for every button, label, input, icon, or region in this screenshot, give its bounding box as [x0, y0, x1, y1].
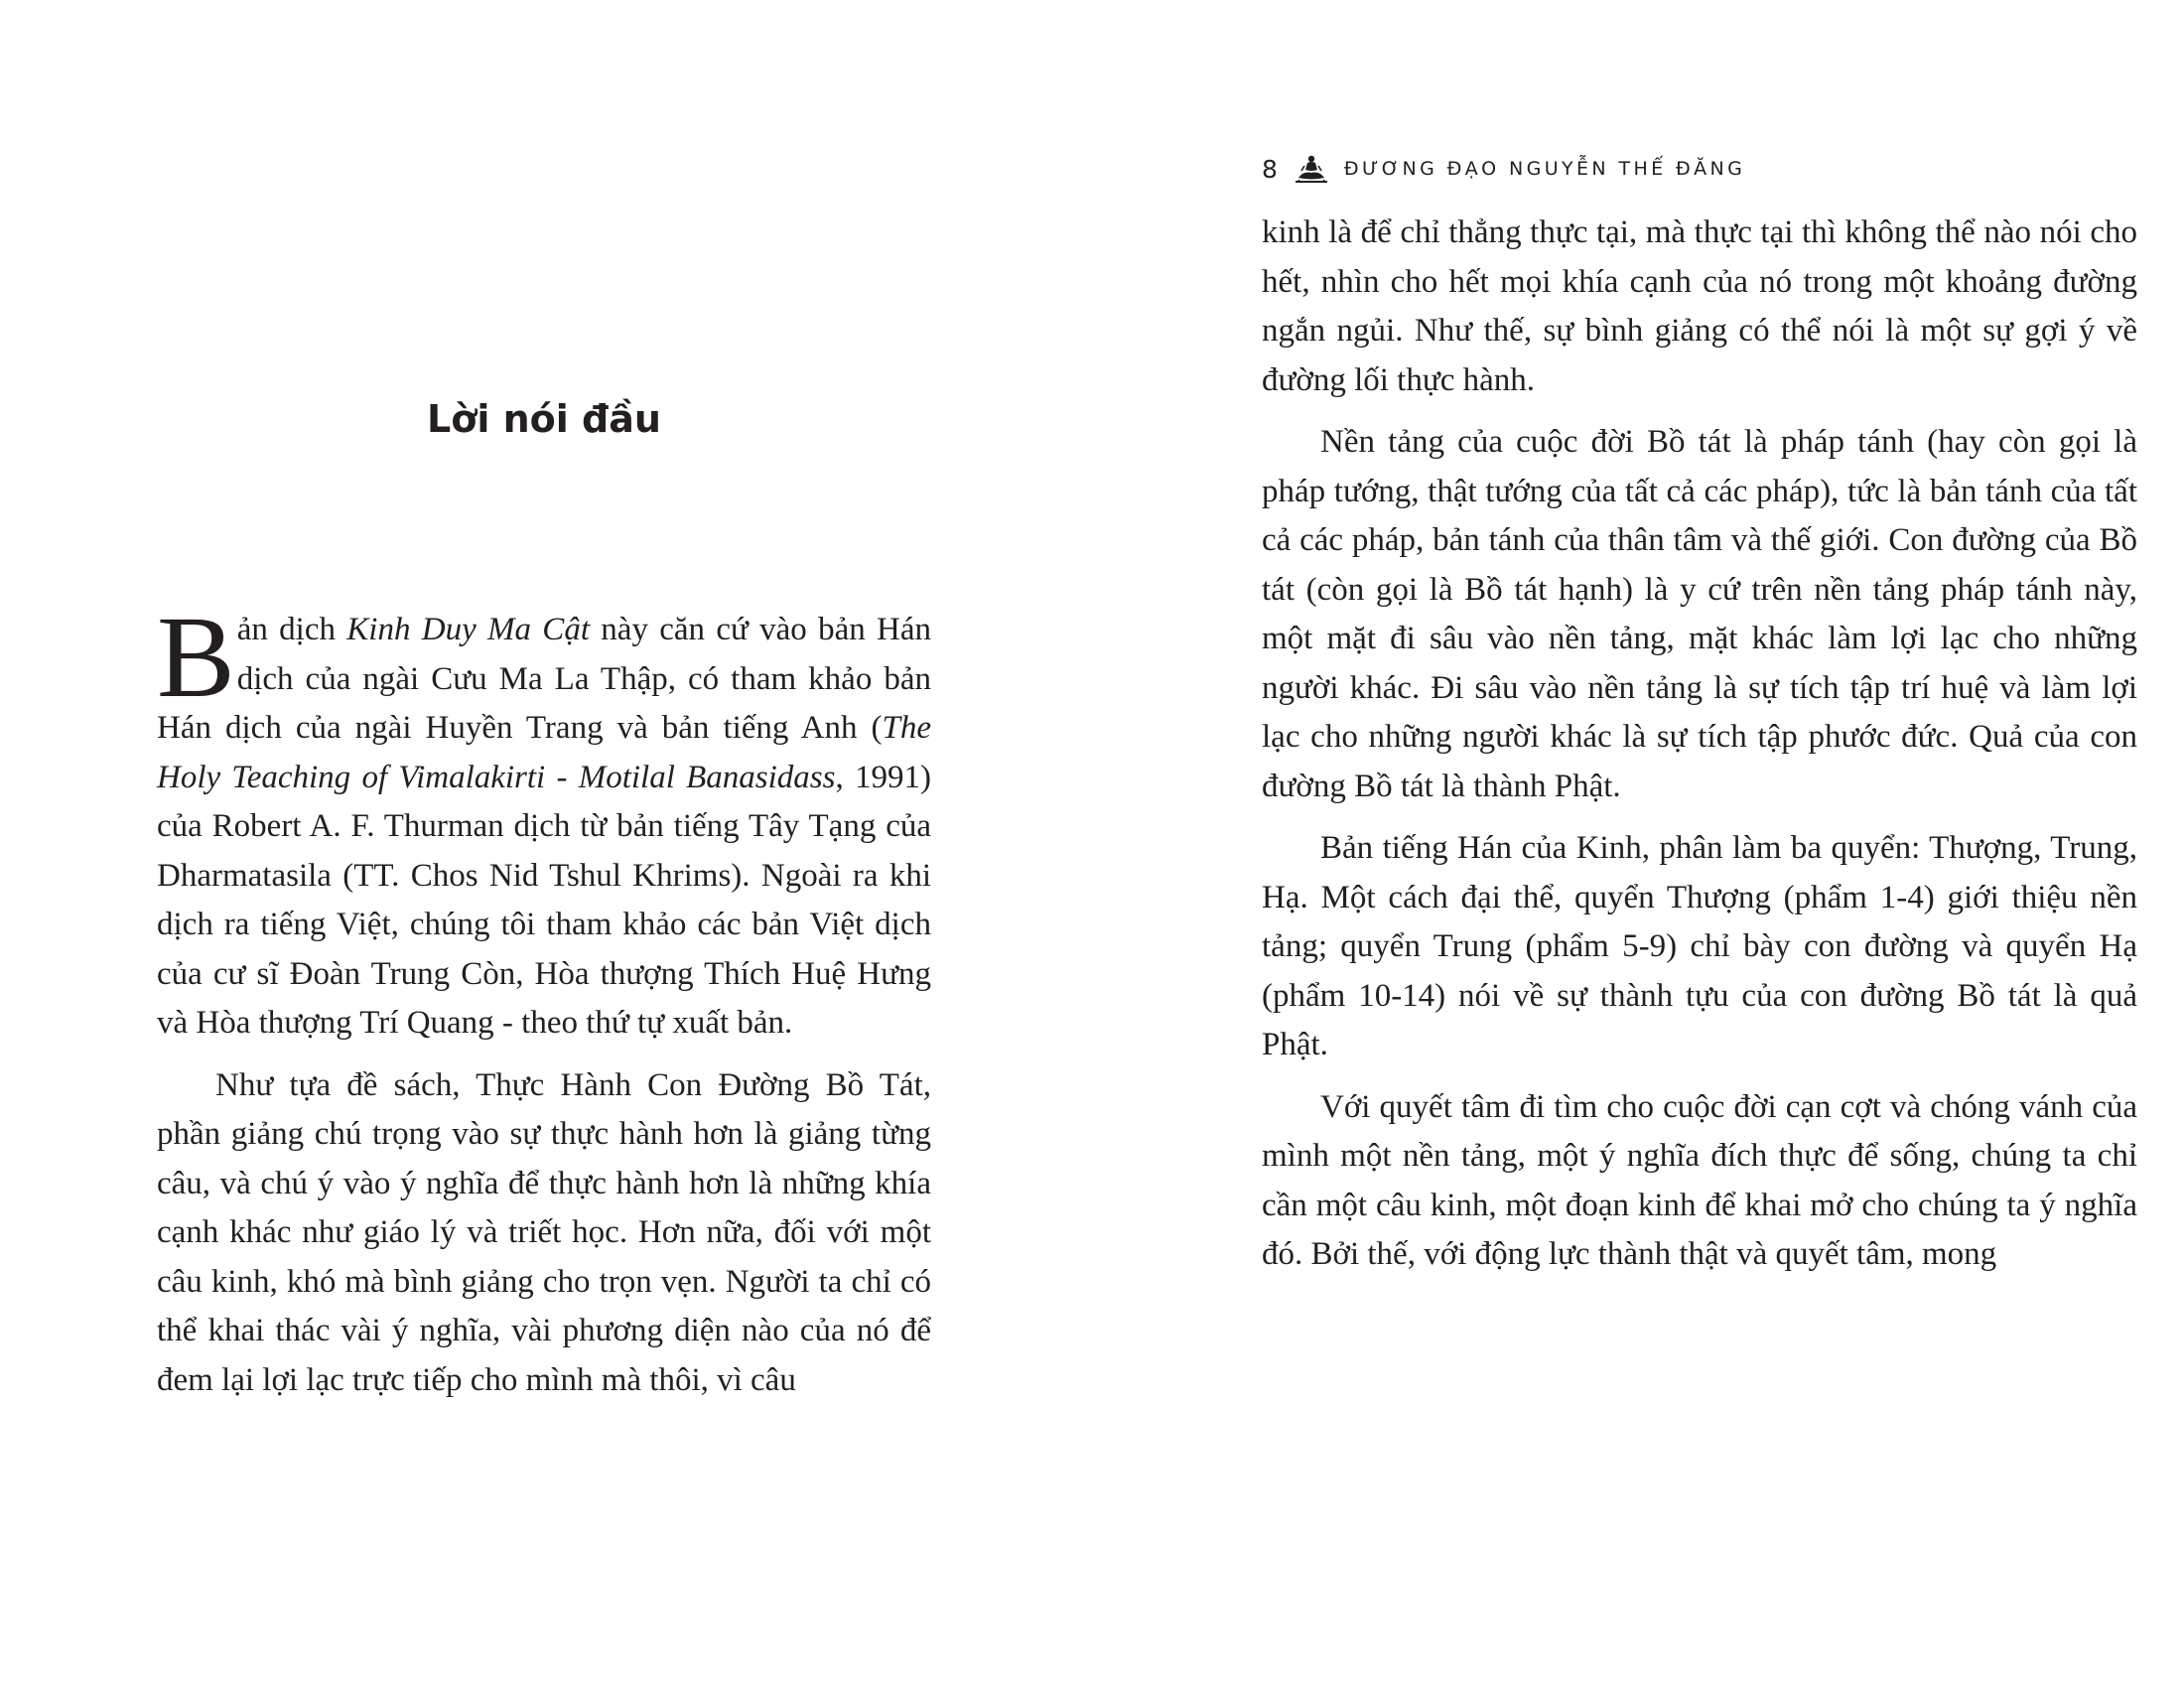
- paragraph-1-text-c: , 1991) của Robert A. F. Thurman dịch từ bản tiếng Tây Tạng của Dharmatasila (TT. Chos Nid Tshul Khrims). Ngoài ra khi dịch ra tiếng Việt, chúng tôi tham khảo các bản Việt dịch của cư sĩ Đoàn Trung Còn, Hòa thượng Thích Huệ Hưng và Hòa thượng Trí Quang - theo thứ tự xuất bản.: [157, 759, 931, 1041]
- paragraph-2: Như tựa đề sách, Thực Hành Con Đường Bồ Tát, phần giảng chú trọng vào sự thực hành hơn là giảng từng câu, và chú ý vào ý nghĩa để thực hành hơn là những khía cạnh khác như giáo lý và triết học. Hơn nữa, đối với một câu kinh, khó mà bình giảng cho trọn vẹn. Người ta chỉ có thể khai thác vài ý nghĩa, vài phương diện nào của nó để đem lại lợi lạc trực tiếp cho mình mà thôi, vì câu: [157, 1066, 931, 1398]
- drop-cap: B: [157, 592, 235, 722]
- paragraph-3: kinh là để chỉ thẳng thực tại, mà thực tại thì không thể nào nói cho hết, nhìn cho hết mọi khía cạnh của nó trong một khoảng đường ngắn ngủi. Như thế, sự bình giảng có thể nói là một sự gợi ý về đường lối thực hành.: [1262, 214, 2137, 398]
- paragraph-6: Với quyết tâm đi tìm cho cuộc đời cạn cợt và chóng vánh của mình một nền tảng, một ý nghĩa đích thực để sống, chúng ta chỉ cần một câu kinh, một đoạn kinh để khai mở cho chúng ta ý nghĩa đó. Bởi thế, với động lực thành thật và quyết tâm, mong: [1262, 1088, 2137, 1272]
- running-head-author: ĐƯƠNG ĐẠO NGUYỄN THẾ ĐĂNG: [1343, 158, 1746, 180]
- buddha-figure-icon: [1295, 154, 1328, 184]
- paragraph-4: Nền tảng của cuộc đời Bồ tát là pháp tánh (hay còn gọi là pháp tướng, thật tướng của tất cả các pháp), tức là bản tánh của tất cả các pháp, bản tánh của thân tâm và thế giới. Con đường của Bồ tát (còn gọi là Bồ tát hạnh) là y cứ trên nền tảng pháp tánh này, một mặt đi sâu vào nền tảng, mặt khác làm lợi lạc cho những người khác. Đi sâu vào nền tảng là sự tích tập trí huệ và làm lợi lạc cho những người khác là sự tích tập phước đức. Quả của con đường Bồ tát là thành Phật.: [1262, 424, 2137, 804]
- chapter-title: Lời nói đầu: [427, 397, 661, 441]
- book-title-italic: Kinh Duy Ma Cật: [346, 612, 590, 647]
- paragraph-5: Bản tiếng Hán của Kinh, phân làm ba quyển: Thượng, Trung, Hạ. Một cách đại thể, quyển Thượng (phẩm 1-4) giới thiệu nền tảng; quyển Trung (phẩm 5-9) chỉ bày con đường và quyển Hạ (phẩm 10-14) nói về sự thành tựu của con đường Bồ tát là quả Phật.: [1262, 830, 2137, 1062]
- running-head: [1262, 149, 1745, 189]
- paragraph-1: [157, 592, 932, 1049]
- paragraph-1-text-a: ản dịch: [236, 612, 347, 647]
- right-page-body: [1262, 209, 2137, 1280]
- right-page: [1092, 0, 2184, 1688]
- left-page-body: [157, 592, 932, 1405]
- paragraph-1-text-b: này căn cứ vào bản Hán dịch của ngài Cưu Ma La Thập, có tham khảo bản Hán dịch của ngài Huyền Trang và bản tiếng Anh (: [157, 612, 932, 746]
- page-number: 8: [1262, 154, 1279, 184]
- reference-title-italic: The Holy Teaching of Vimalakirti - Motilal Banasidass: [157, 710, 931, 795]
